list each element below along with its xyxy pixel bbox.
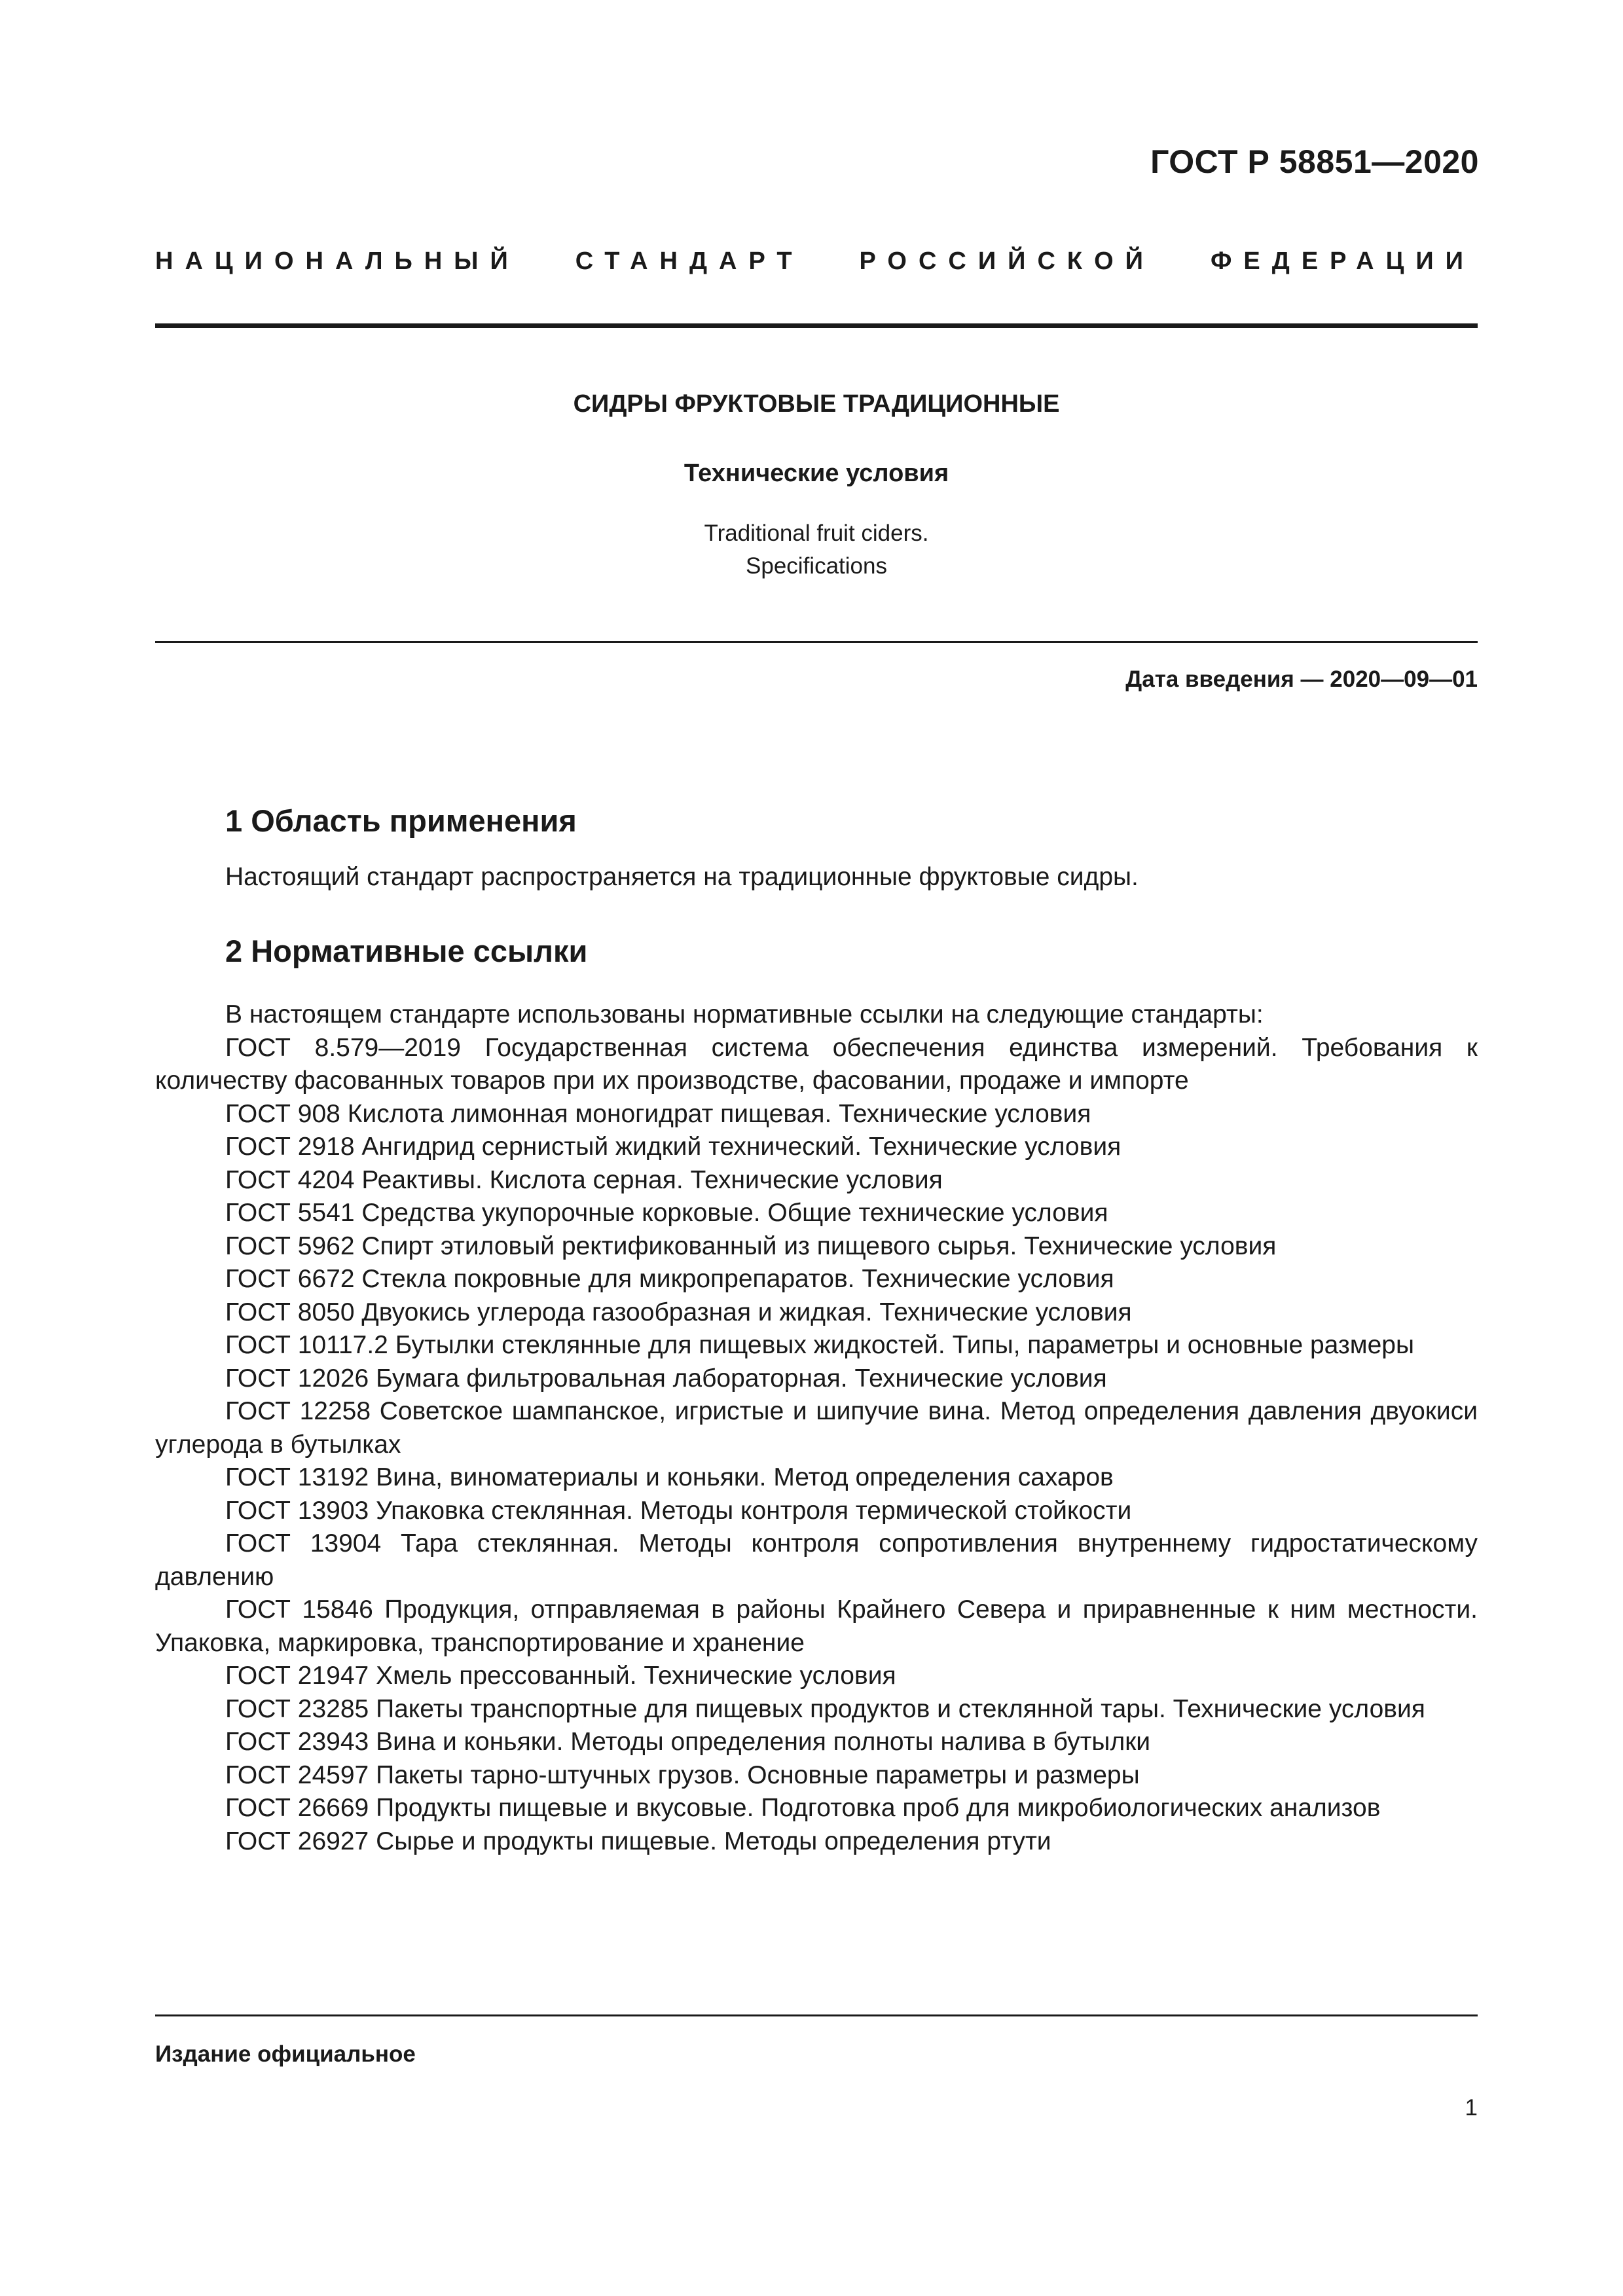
reference-item: ГОСТ 8050 Двуокись углерода газообразная и жидкая. Технические условия	[225, 1298, 1132, 1326]
section-1-heading: 1 Область применения	[225, 803, 577, 838]
normative-references	[155, 998, 1478, 1858]
section-2-heading: 2 Нормативные ссылки	[225, 934, 588, 968]
reference-item: ГОСТ 908 Кислота лимонная моногидрат пищевая. Технические условия	[225, 1099, 1091, 1128]
national-standard-banner: НАЦИОНАЛЬНЫЙ СТАНДАРТ РОССИЙСКОЙ ФЕДЕРАЦИИ	[155, 247, 1475, 275]
reference-item: ГОСТ 23943 Вина и коньяки. Методы определения полноты налива в бутылки	[225, 1728, 1151, 1756]
reference-item: ГОСТ 6672 Стекла покровные для микропрепаратов. Технические условия	[225, 1265, 1114, 1293]
reference-item: ГОСТ 15846 Продукция, отправляемая в районы Крайнего Севера и приравненные к ним местности. Упаковка, маркировка, транспортирование и хранение	[155, 1595, 1478, 1657]
reference-item: ГОСТ 12258 Советское шампанское, игристые и шипучие вина. Метод определения давления двуокиси углерода в бутылках	[155, 1397, 1478, 1459]
reference-item: ГОСТ 13904 Тара стеклянная. Методы контроля сопротивления внутреннему гидростатическому давлению	[155, 1529, 1478, 1591]
reference-item: ГОСТ 4204 Реактивы. Кислота серная. Технические условия	[225, 1165, 943, 1194]
reference-item: ГОСТ 5541 Средства укупорочные корковые. Общие технические условия	[225, 1199, 1108, 1227]
reference-item: ГОСТ 13192 Вина, виноматериалы и коньяки. Метод определения сахаров	[225, 1463, 1114, 1491]
english-title-line-1: Traditional fruit ciders.	[704, 520, 929, 546]
reference-item: ГОСТ 12026 Бумага фильтровальная лабораторная. Технические условия	[225, 1364, 1107, 1393]
standard-subtitle: Технические условия	[684, 460, 949, 487]
footer-divider	[155, 2014, 1478, 2016]
reference-item: ГОСТ 5962 Спирт этиловый ректификованный из пищевого сырья. Технические условия	[225, 1231, 1277, 1260]
official-edition-label: Издание официальное	[155, 2041, 416, 2067]
reference-item: ГОСТ 26669 Продукты пищевые и вкусовые. Подготовка проб для микробиологических анализов	[225, 1794, 1381, 1822]
reference-item: ГОСТ 21947 Хмель прессованный. Технические условия	[225, 1662, 896, 1690]
references-intro: В настоящем стандарте использованы нормативные ссылки на следующие стандарты:	[225, 1000, 1264, 1029]
reference-item: ГОСТ 2918 Ангидрид сернистый жидкий технический. Технические условия	[225, 1133, 1122, 1161]
reference-item: ГОСТ 10117.2 Бутылки стеклянные для пищевых жидкостей. Типы, параметры и основные размеры	[225, 1331, 1415, 1359]
page-number: 1	[1465, 2095, 1478, 2121]
english-title	[155, 517, 1478, 583]
reference-item: ГОСТ 13903 Упаковка стеклянная. Методы контроля термической стойкости	[225, 1496, 1132, 1525]
introduction-date: Дата введения — 2020—09—01	[1125, 666, 1478, 692]
standard-title: СИДРЫ ФРУКТОВЫЕ ТРАДИЦИОННЫЕ	[573, 390, 1060, 418]
document-code: ГОСТ Р 58851—2020	[1150, 143, 1479, 180]
reference-item: ГОСТ 8.579—2019 Государственная система обеспечения единства измерений. Требования к количеству фасованных товаров при их производстве, фасовании, продаже и импорте	[155, 1033, 1478, 1095]
reference-item: ГОСТ 24597 Пакеты тарно-штучных грузов. Основные параметры и размеры	[225, 1760, 1140, 1789]
reference-item: ГОСТ 23285 Пакеты транспортные для пищевых продуктов и стеклянной тары. Технические условия	[225, 1694, 1425, 1723]
title-divider	[155, 641, 1478, 643]
header-divider	[155, 323, 1478, 328]
reference-item: ГОСТ 26927 Сырье и продукты пищевые. Методы определения ртути	[225, 1827, 1051, 1855]
english-title-line-2: Specifications	[746, 553, 887, 579]
section-1-text: Настоящий стандарт распространяется на традиционные фруктовые сидры.	[225, 863, 1139, 891]
